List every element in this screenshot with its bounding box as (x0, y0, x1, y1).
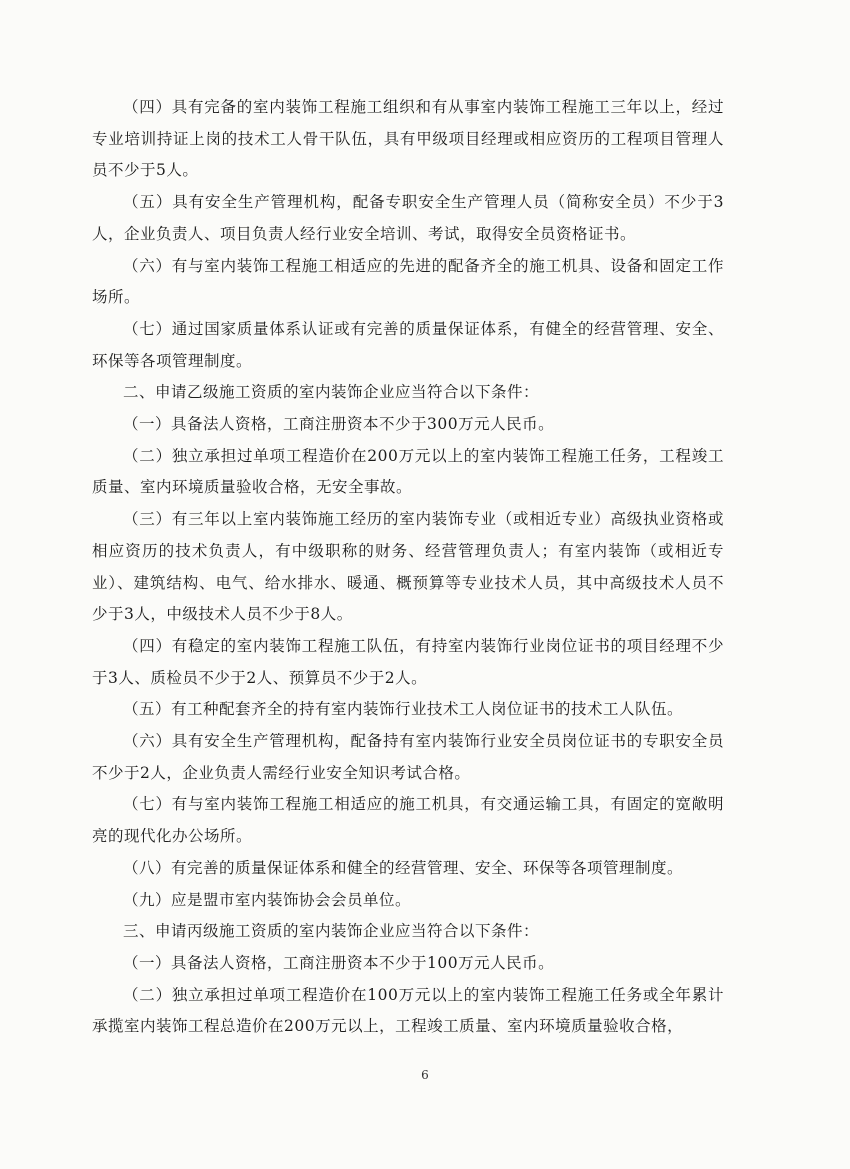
section-2-item-7: （七）有与室内装饰工程施工相适应的施工机具，有交通运输工具，有固定的宽敞明亮的现代化办公场所。 (92, 795, 724, 846)
section-3-item-1: （一）具备法人资格，工商注册资本不少于100万元人民币。 (123, 953, 555, 972)
paragraph-6-equipment: （六）有与室内装饰工程施工相适应的先进的配备齐全的施工机具、设备和固定工作场所。 (92, 256, 724, 307)
section-2-item-8: （八）有完善的质量保证体系和健全的经营管理、安全、环保等各项管理制度。 (123, 858, 684, 877)
paragraph-4-equipped-organization: （四）具有完备的室内装饰工程施工组织和有从事室内装饰工程施工三年以上，经过专业培训持证上岗的技术工人骨干队伍，具有甲级项目经理或相应资历的工程项目管理人员不少于5人。 (92, 98, 724, 180)
section-2-item-2: （二）独立承担过单项工程造价在200万元以上的室内装饰工程施工任务，工程竣工质量、室内环境质量验收合格，无安全事故。 (92, 446, 724, 497)
section-2-item-6: （六）具有安全生产管理机构，配备持有室内装饰行业安全员岗位证书的专职安全员不少于2人，企业负责人需经行业安全知识考试合格。 (92, 732, 724, 782)
paragraph-7-quality-system: （七）通过国家质量体系认证或有完善的质量保证体系，有健全的经营管理、安全、环保等各项管理制度。 (92, 319, 724, 370)
section-2-item-4: （四）有稳定的室内装饰工程施工队伍，有持室内装饰行业岗位证书的项目经理不少于3人、质检员不少于2人、预算员不少于2人。 (92, 636, 724, 687)
section-2-heading: 二、申请乙级施工资质的室内装饰企业应当符合以下条件： (123, 383, 540, 402)
paragraph-5-safety-management: （五）具有安全生产管理机构，配备专职安全生产管理人员（简称安全员）不少于3人，企业负责人、项目负责人经行业安全培训、考试，取得安全员资格证书。 (92, 193, 724, 243)
section-3-heading: 三、申请丙级施工资质的室内装饰企业应当符合以下条件： (123, 922, 540, 941)
section-3-item-2: （二）独立承担过单项工程造价在100万元以上的室内装饰工程施工任务或全年累计承揽室内装饰工程总造价在200万元以上，工程竣工质量、室内环境质量验收合格， (92, 985, 724, 1036)
page-number: 6 (421, 1068, 429, 1082)
section-2-item-3: （三）有三年以上室内装饰施工经历的室内装饰专业（或相近专业）高级执业资格或相应资历的技术负责人，有中级职称的财务、经营管理负责人；有室内装饰（或相近专业）、建筑结构、电气、给水排水、暖通、概预算等专业技术人员，其中高级技术人员不少于3人，中级技术人员不少于8人。 (92, 510, 724, 624)
section-2-item-1: （一）具备法人资格，工商注册资本不少于300万元人民币。 (123, 415, 555, 434)
section-2-item-9: （九）应是盟市室内装饰协会会员单位。 (123, 890, 412, 909)
document-body (92, 92, 724, 1043)
section-2-item-5: （五）有工种配套齐全的持有室内装饰行业技术工人岗位证书的技术工人队伍。 (123, 700, 684, 719)
